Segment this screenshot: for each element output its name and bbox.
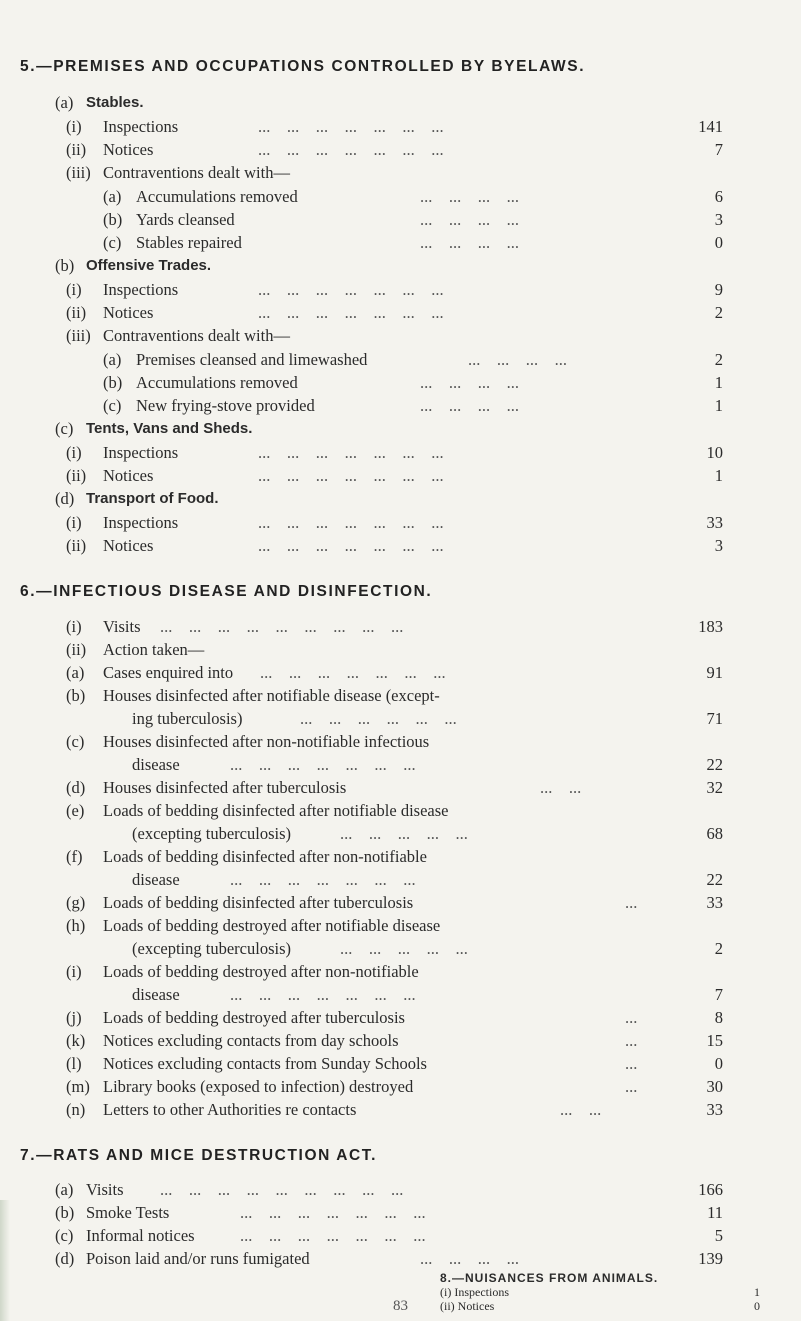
leader-dots: ... ... ... ... <box>468 350 567 369</box>
item-index: (h) <box>66 916 86 935</box>
leader-dots: ... ... ... ... ... ... ... ... ... <box>160 1180 404 1199</box>
item-label: Contraventions dealt with— <box>103 326 290 345</box>
item-label-continued: disease <box>132 755 180 774</box>
item-label: Stables repaired <box>136 233 242 252</box>
item-index: (ii) <box>66 466 87 485</box>
item-value: 7 <box>714 985 723 1004</box>
item-index: (iii) <box>66 326 91 345</box>
leader-dots: ... ... ... ... ... ... ... <box>240 1226 426 1245</box>
item-label: Inspections <box>454 1285 509 1299</box>
item-value: 139 <box>698 1249 723 1268</box>
item-label: Accumulations removed <box>136 373 298 392</box>
leader-dots: ... ... ... ... ... ... ... <box>230 870 416 889</box>
trades-accumulations-row <box>0 372 801 394</box>
item-index: (ii) <box>66 536 87 555</box>
transport-inspections-row <box>0 512 801 534</box>
animals-inspections-row <box>440 1285 780 1299</box>
item-index: (b) <box>66 686 86 705</box>
stables-repaired-row <box>0 232 801 254</box>
leader-dots: ... ... ... ... <box>420 233 519 252</box>
item-value: 10 <box>706 443 723 462</box>
item-value: 3 <box>714 536 723 555</box>
leader-dots: ... <box>625 1031 638 1050</box>
bedding-destroyed-notifiable-row <box>0 915 801 937</box>
smoke-tests-row <box>0 1202 801 1224</box>
item-index: (m) <box>66 1077 90 1096</box>
poison-laid-row <box>0 1248 801 1270</box>
cases-enquired-row <box>0 662 801 684</box>
item-index: (a) <box>55 1180 74 1199</box>
item-index: (i) <box>66 280 82 299</box>
item-label: Visits <box>86 1180 124 1199</box>
item-index: (n) <box>66 1100 86 1119</box>
houses-notifiable-row-cont <box>0 708 801 730</box>
item-value: 32 <box>706 778 723 797</box>
stables-yards-row <box>0 209 801 231</box>
item-value: 166 <box>698 1180 723 1199</box>
item-label: Loads of bedding disinfected after notifiable disease <box>103 801 449 820</box>
item-value: 3 <box>714 210 723 229</box>
section-6-title: 6.—INFECTIOUS DISEASE AND DISINFECTION. <box>20 583 433 600</box>
leader-dots: ... ... ... ... ... ... ... <box>230 985 416 1004</box>
item-label: Visits <box>103 617 141 636</box>
item-value: 0 <box>754 1299 760 1313</box>
action-taken-row <box>0 639 801 661</box>
bedding-disinfected-notifiable-row-cont <box>0 823 801 845</box>
item-value: 30 <box>706 1077 723 1096</box>
item-label: Loads of bedding disinfected after tuberculosis <box>103 893 414 912</box>
leader-dots: ... ... <box>540 778 582 797</box>
item-index: (c) <box>55 1226 74 1245</box>
leader-dots: ... ... ... ... ... ... ... ... ... <box>160 617 404 636</box>
item-label: Loads of bedding destroyed after notifiable disease <box>103 916 441 935</box>
item-label: Accumulations removed <box>136 187 298 206</box>
item-value: 71 <box>706 709 723 728</box>
item-label: Premises cleansed and limewashed <box>136 350 368 369</box>
item-index: (d) <box>55 1249 75 1268</box>
trades-premises-row <box>0 349 801 371</box>
leader-dots: ... ... ... ... <box>420 1249 519 1268</box>
tents-notices-row <box>0 465 801 487</box>
stables-accumulations-row <box>0 186 801 208</box>
item-value: 2 <box>714 939 723 958</box>
item-value: 1 <box>714 466 723 485</box>
item-index: (d) <box>55 489 75 508</box>
item-value: 33 <box>706 893 723 912</box>
item-index: (a) <box>66 663 85 682</box>
item-index: (a) <box>103 187 122 206</box>
bedding-destroyed-non-notifiable-row-cont <box>0 984 801 1006</box>
section-7-title: 7.—RATS AND MICE DESTRUCTION ACT. <box>20 1147 378 1164</box>
leader-dots: ... <box>625 1008 638 1027</box>
item-index: (iii) <box>66 163 91 182</box>
animals-notices-row <box>440 1299 780 1313</box>
item-value: 7 <box>714 140 723 159</box>
subsection-title: Stables. <box>86 94 144 111</box>
visits-row <box>0 616 801 638</box>
item-index: (l) <box>66 1054 82 1073</box>
item-index: (b) <box>55 1203 75 1222</box>
bedding-disinfected-notifiable-row <box>0 800 801 822</box>
item-value: 2 <box>714 303 723 322</box>
tents-vans-sheds-heading <box>0 418 801 440</box>
stables-contraventions-row <box>0 162 801 184</box>
item-value: 2 <box>714 350 723 369</box>
subsection-title: Transport of Food. <box>86 490 219 507</box>
bedding-disinfected-tuberculosis-row <box>0 892 801 914</box>
item-index: (b) <box>103 210 123 229</box>
bedding-disinfected-non-notifiable-row <box>0 846 801 868</box>
item-label: Contraventions dealt with— <box>103 163 290 182</box>
leader-dots: ... ... ... ... ... ... ... <box>258 443 444 462</box>
leader-dots: ... ... ... ... <box>420 373 519 392</box>
houses-tuberculosis-row <box>0 777 801 799</box>
section-8-title: 8.—NUISANCES FROM ANIMALS. <box>440 1271 659 1285</box>
item-index: (c) <box>103 233 122 252</box>
item-index: (e) <box>66 801 85 820</box>
item-index: (d) <box>66 778 86 797</box>
item-label: Smoke Tests <box>86 1203 170 1222</box>
leader-dots: ... ... ... ... ... ... ... <box>258 280 444 299</box>
item-label: Notices <box>457 1299 495 1313</box>
houses-notifiable-row <box>0 685 801 707</box>
item-index: (b) <box>55 256 75 275</box>
item-label-continued: (excepting tuberculosis) <box>132 824 291 843</box>
item-label: Action taken— <box>103 640 205 659</box>
trades-contraventions-row <box>0 325 801 347</box>
leader-dots: ... ... ... ... ... <box>340 939 468 958</box>
item-label: Houses disinfected after notifiable disease (except- <box>103 686 440 705</box>
item-label-continued: disease <box>132 870 180 889</box>
item-index: (c) <box>103 396 122 415</box>
item-value: 1 <box>714 373 723 392</box>
stables-heading <box>0 92 801 114</box>
leader-dots: ... ... ... ... ... ... ... <box>240 1203 426 1222</box>
item-label: Cases enquired into <box>103 663 234 682</box>
item-value: 5 <box>714 1226 723 1245</box>
item-value: 15 <box>706 1031 723 1050</box>
leader-dots: ... <box>625 893 638 912</box>
trades-inspections-row <box>0 279 801 301</box>
offensive-trades-heading <box>0 255 801 277</box>
item-index: (i) <box>66 513 82 532</box>
leader-dots: ... ... ... ... ... <box>340 824 468 843</box>
item-label: Houses disinfected after tuberculosis <box>103 778 347 797</box>
item-index: (j) <box>66 1008 82 1027</box>
notices-sunday-schools-row <box>0 1053 801 1075</box>
leader-dots: ... ... <box>560 1100 602 1119</box>
tents-inspections-row <box>0 442 801 464</box>
notices-day-schools-row <box>0 1030 801 1052</box>
bedding-destroyed-non-notifiable-row <box>0 961 801 983</box>
item-label: Notices <box>103 466 154 485</box>
item-index: (a) <box>55 93 74 112</box>
stables-notices-row <box>0 139 801 161</box>
item-index: (k) <box>66 1031 86 1050</box>
item-label: Notices <box>103 303 154 322</box>
leader-dots: ... <box>625 1054 638 1073</box>
item-label: Notices <box>103 140 154 159</box>
item-value: 22 <box>706 755 723 774</box>
leader-dots: ... ... ... ... ... ... ... <box>258 140 444 159</box>
item-value: 0 <box>714 233 723 252</box>
item-index: (g) <box>66 893 86 912</box>
item-index: (i) <box>66 117 82 136</box>
item-label: Notices excluding contacts from Sunday Schools <box>103 1054 427 1073</box>
item-value: 33 <box>706 1100 723 1119</box>
item-label: Inspections <box>103 117 179 136</box>
transport-notices-row <box>0 535 801 557</box>
transport-food-heading <box>0 488 801 510</box>
leader-dots: ... ... ... ... ... ... ... <box>258 536 444 555</box>
houses-non-notifiable-row-cont <box>0 754 801 776</box>
houses-non-notifiable-row <box>0 731 801 753</box>
stables-inspections-row <box>0 116 801 138</box>
trades-frying-stove-row <box>0 395 801 417</box>
item-label: Informal notices <box>86 1226 195 1245</box>
subsection-title: Offensive Trades. <box>86 257 212 274</box>
item-index: (i) <box>440 1285 452 1299</box>
bedding-destroyed-notifiable-row-cont <box>0 938 801 960</box>
item-value: 33 <box>706 513 723 532</box>
item-value: 11 <box>707 1203 723 1222</box>
item-label: Library books (exposed to infection) destroyed <box>103 1077 414 1096</box>
section-5-title: 5.—PREMISES AND OCCUPATIONS CONTROLLED BY BYELAWS. <box>20 58 586 75</box>
item-label-continued: disease <box>132 985 180 1004</box>
item-index: (i) <box>66 617 82 636</box>
item-index: (i) <box>66 443 82 462</box>
item-label: Letters to other Authorities re contacts <box>103 1100 357 1119</box>
item-index: (a) <box>103 350 122 369</box>
item-label: Poison laid and/or runs fumigated <box>86 1249 310 1268</box>
item-label-continued: (excepting tuberculosis) <box>132 939 291 958</box>
trades-notices-row <box>0 302 801 324</box>
leader-dots: ... ... ... ... <box>420 210 519 229</box>
subsection-title: Tents, Vans and Sheds. <box>86 420 253 437</box>
item-index: (ii) <box>440 1299 455 1313</box>
item-index: (f) <box>66 847 83 866</box>
item-value: 1 <box>714 396 723 415</box>
item-index: (ii) <box>66 640 87 659</box>
section-8-block <box>440 1271 780 1313</box>
item-index: (c) <box>66 732 85 751</box>
item-label: Notices excluding contacts from day schools <box>103 1031 399 1050</box>
item-value: 141 <box>698 117 723 136</box>
item-value: 68 <box>706 824 723 843</box>
bedding-disinfected-non-notifiable-row-cont <box>0 869 801 891</box>
informal-notices-row <box>0 1225 801 1247</box>
item-index: (c) <box>55 419 74 438</box>
leader-dots: ... ... ... ... ... ... ... <box>258 303 444 322</box>
item-label: Loads of bedding destroyed after non-notifiable <box>103 962 419 981</box>
item-index: (i) <box>66 962 82 981</box>
leader-dots: ... ... ... ... ... ... ... <box>260 663 446 682</box>
item-value: 6 <box>714 187 723 206</box>
leader-dots: ... <box>625 1077 638 1096</box>
item-label: New frying-stove provided <box>136 396 315 415</box>
bedding-destroyed-tuberculosis-row <box>0 1007 801 1029</box>
item-value: 183 <box>698 617 723 636</box>
page-number: 83 <box>393 1298 408 1314</box>
item-value: 0 <box>714 1054 723 1073</box>
item-label: Inspections <box>103 513 179 532</box>
leader-dots: ... ... ... ... <box>420 187 519 206</box>
item-label: Loads of bedding disinfected after non-notifiable <box>103 847 427 866</box>
item-value: 22 <box>706 870 723 889</box>
letters-authorities-row <box>0 1099 801 1121</box>
leader-dots: ... ... ... ... <box>420 396 519 415</box>
item-index: (ii) <box>66 303 87 322</box>
item-label: Loads of bedding destroyed after tuberculosis <box>103 1008 405 1027</box>
item-index: (ii) <box>66 140 87 159</box>
leader-dots: ... ... ... ... ... ... ... <box>258 466 444 485</box>
item-label: Yards cleansed <box>136 210 235 229</box>
item-value: 91 <box>706 663 723 682</box>
leader-dots: ... ... ... ... ... ... ... <box>258 513 444 532</box>
item-index: (b) <box>103 373 123 392</box>
item-label-continued: ing tuberculosis) <box>132 709 243 728</box>
item-value: 9 <box>714 280 723 299</box>
leader-dots: ... ... ... ... ... ... <box>300 709 457 728</box>
item-label: Houses disinfected after non-notifiable infectious <box>103 732 430 751</box>
rats-visits-row <box>0 1179 801 1201</box>
library-books-row <box>0 1076 801 1098</box>
leader-dots: ... ... ... ... ... ... ... <box>258 117 444 136</box>
item-label: Inspections <box>103 443 179 462</box>
item-label: Inspections <box>103 280 179 299</box>
item-value: 1 <box>754 1285 760 1299</box>
leader-dots: ... ... ... ... ... ... ... <box>230 755 416 774</box>
item-label: Notices <box>103 536 154 555</box>
item-value: 8 <box>714 1008 723 1027</box>
